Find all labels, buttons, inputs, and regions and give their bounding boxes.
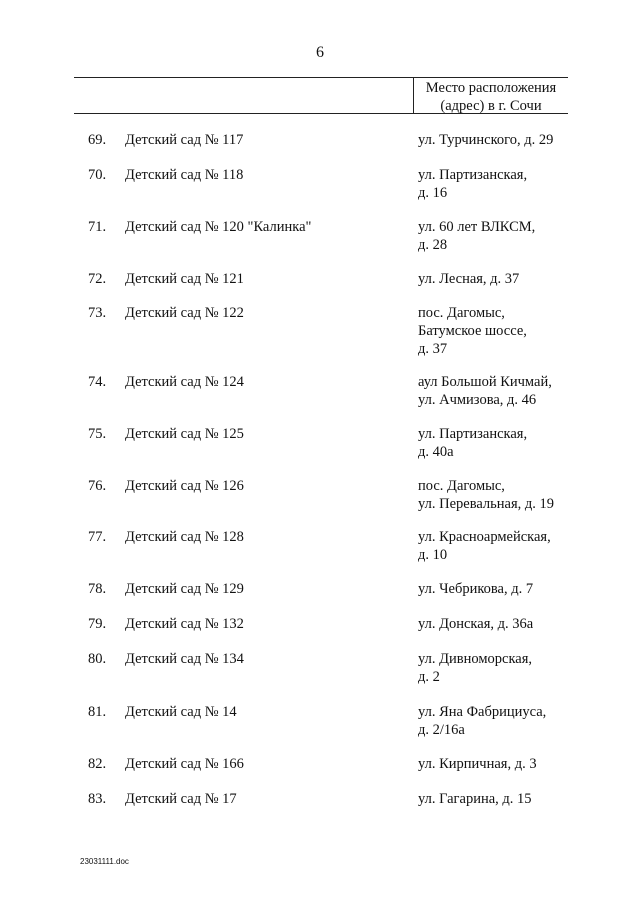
address-line: д. 28 xyxy=(418,237,448,253)
address xyxy=(418,304,578,358)
address-line: д. 2/16а xyxy=(418,722,465,738)
address-line: ул. Кирпичная, д. 3 xyxy=(418,756,537,772)
address-line: ул. Партизанская, xyxy=(418,426,528,442)
address xyxy=(418,477,578,513)
address-line: ул. Донская, д. 36а xyxy=(418,616,534,632)
row-number: 69. xyxy=(88,132,107,148)
address xyxy=(418,270,578,288)
kindergarten-name: Детский сад № 128 xyxy=(125,529,244,545)
address-line: аул Большой Кичмай, xyxy=(418,374,552,390)
document-filename: 23031111.doc xyxy=(80,857,129,866)
row-number: 81. xyxy=(88,704,107,720)
row-number: 78. xyxy=(88,581,107,597)
page-number: 6 xyxy=(316,44,324,61)
address xyxy=(418,425,578,461)
address xyxy=(418,790,578,808)
row-number: 82. xyxy=(88,756,107,772)
row-number: 79. xyxy=(88,616,107,632)
address-line: ул. Ачмизова, д. 46 xyxy=(418,392,537,408)
address xyxy=(418,580,578,598)
address xyxy=(418,650,578,686)
address-line: пос. Дагомыс, xyxy=(418,478,505,494)
address-line: ул. Партизанская, xyxy=(418,167,528,183)
address xyxy=(418,703,578,739)
row-number: 74. xyxy=(88,374,107,390)
address-header-line-2: (адрес) в г. Сочи xyxy=(440,98,542,114)
address xyxy=(418,528,578,564)
row-number: 77. xyxy=(88,529,107,545)
kindergarten-name: Детский сад № 129 xyxy=(125,581,244,597)
address-line: ул. 60 лет ВЛКСМ, xyxy=(418,219,536,235)
row-number: 83. xyxy=(88,791,107,807)
row-number: 76. xyxy=(88,478,107,494)
row-number: 72. xyxy=(88,271,107,287)
address xyxy=(418,615,578,633)
kindergarten-name: Детский сад № 166 xyxy=(125,756,244,772)
row-number: 73. xyxy=(88,305,107,321)
address-line: д. 40а xyxy=(418,444,454,460)
address-line: ул. Турчинского, д. 29 xyxy=(418,132,554,148)
kindergarten-name: Детский сад № 121 xyxy=(125,271,244,287)
address xyxy=(418,755,578,773)
address-line: д. 16 xyxy=(418,185,448,201)
row-number: 80. xyxy=(88,651,107,667)
kindergarten-name: Детский сад № 134 xyxy=(125,651,244,667)
address-header-line-1: Место расположения xyxy=(425,80,557,96)
row-number: 70. xyxy=(88,167,107,183)
address xyxy=(418,373,578,409)
kindergarten-name: Детский сад № 122 xyxy=(125,305,244,321)
address-line: д. 10 xyxy=(418,547,448,563)
kindergarten-name: Детский сад № 117 xyxy=(125,132,244,148)
kindergarten-name: Детский сад № 118 xyxy=(125,167,244,183)
address-line: д. 37 xyxy=(418,341,448,357)
address-line: ул. Дивноморская, xyxy=(418,651,532,667)
kindergarten-name: Детский сад № 17 xyxy=(125,791,237,807)
address xyxy=(418,218,578,254)
address-line: ул. Яна Фабрициуса, xyxy=(418,704,547,720)
address-line: д. 2 xyxy=(418,669,440,685)
kindergarten-name: Детский сад № 126 xyxy=(125,478,244,494)
kindergarten-name: Детский сад № 14 xyxy=(125,704,237,720)
address-line: ул. Лесная, д. 37 xyxy=(418,271,520,287)
address-line: пос. Дагомыс, xyxy=(418,305,505,321)
kindergarten-name: Детский сад № 132 xyxy=(125,616,244,632)
address xyxy=(418,166,578,202)
row-number: 71. xyxy=(88,219,107,235)
kindergarten-name: Детский сад № 120 "Калинка" xyxy=(125,219,312,235)
address-line: ул. Красноармейская, xyxy=(418,529,551,545)
kindergarten-name: Детский сад № 124 xyxy=(125,374,244,390)
row-number: 75. xyxy=(88,426,107,442)
address-line: ул. Чебрикова, д. 7 xyxy=(418,581,534,597)
kindergarten-name: Детский сад № 125 xyxy=(125,426,244,442)
address-line: ул. Перевальная, д. 19 xyxy=(418,496,555,512)
address-line: ул. Гагарина, д. 15 xyxy=(418,791,532,807)
address-line: Батумское шоссе, xyxy=(418,323,527,339)
address xyxy=(418,131,578,149)
